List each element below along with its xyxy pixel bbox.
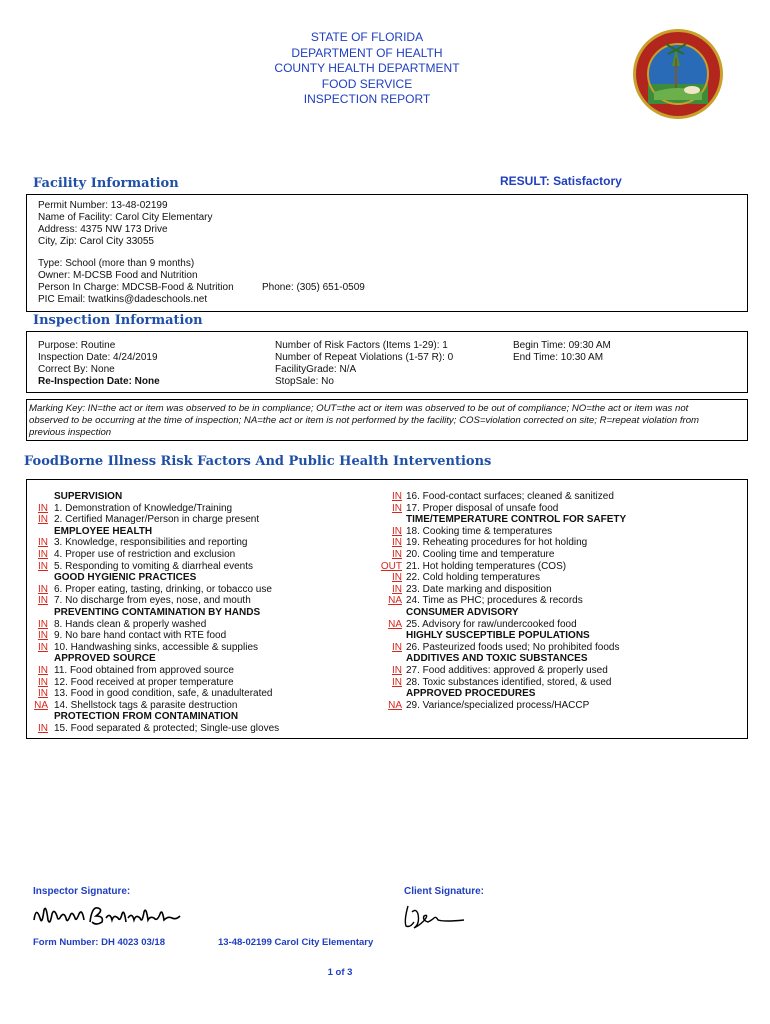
risk-item-status: IN <box>38 722 48 734</box>
risk-item-label: 19. Reheating procedures for hot holding <box>406 537 588 549</box>
risk-item-label: 27. Food additives: approved & properly used <box>406 664 608 676</box>
title-line: FOOD SERVICE <box>321 76 413 91</box>
risk-category-label: PROTECTION FROM CONTAMINATION <box>54 711 239 723</box>
client-signature-label: Client Signature: <box>404 886 485 897</box>
risk-item-row <box>377 526 747 538</box>
risk-item-label: 15. Food separated & protected; Single-use gloves <box>54 722 280 734</box>
risk-item-status: IN <box>392 502 402 514</box>
risk-item-status: IN <box>392 491 402 502</box>
risk-item-status: NA <box>34 699 48 711</box>
marking-key-line: previous inspection <box>29 427 112 438</box>
risk-item-status: IN <box>38 688 48 700</box>
risk-category-label: PREVENTING CONTAMINATION BY HANDS <box>54 606 261 618</box>
risk-item-label: 9. No bare hand contact with RTE food <box>54 630 227 642</box>
risk-item-row <box>377 700 747 712</box>
reinspection-date: Re-Inspection Date: None <box>38 376 160 387</box>
risk-item-status: IN <box>38 514 48 526</box>
risk-category-label: CONSUMER ADVISORY <box>406 606 519 618</box>
risk-factors-heading: FoodBorne Illness Risk Factors And Public Health Interventions <box>24 454 492 469</box>
inspection-heading: Inspection Information <box>33 313 203 328</box>
risk-item-label: 21. Hot holding temperatures (COS) <box>406 560 567 572</box>
risk-category-label: SUPERVISION <box>54 491 123 502</box>
risk-item-label: 18. Cooking time & temperatures <box>406 525 553 537</box>
risk-item-status: IN <box>392 572 402 584</box>
report-title <box>0 30 734 108</box>
risk-item-status: IN <box>392 537 402 549</box>
inspection-purpose: Purpose: Routine <box>38 340 116 351</box>
correct-by: Correct By: None <box>38 364 115 375</box>
marking-key-line: Marking Key: IN=the act or item was observed to be in compliance; OUT=the act or item was observed to be out of compliance; NO=the act or item was not <box>29 403 689 414</box>
risk-factors-box <box>26 479 748 739</box>
risk-item-row <box>377 642 747 654</box>
facility-address: Address: 4375 NW 173 Drive <box>38 224 168 235</box>
risk-item-row <box>27 630 387 642</box>
risk-category-label: TIME/TEMPERATURE CONTROL FOR SAFETY <box>406 514 627 526</box>
risk-category-header <box>27 491 387 503</box>
risk-item-status: IN <box>38 537 48 549</box>
facility-city-zip: City, Zip: Carol City 33055 <box>38 236 154 247</box>
risk-category-label: EMPLOYEE HEALTH <box>54 525 153 537</box>
risk-factors-right-column <box>377 491 747 711</box>
risk-item-status: IN <box>38 502 48 514</box>
marking-key-box <box>26 399 748 441</box>
risk-factor-count: Number of Risk Factors (Items 1-29): 1 <box>275 340 448 351</box>
risk-item-label: 11. Food obtained from approved source <box>54 664 234 676</box>
risk-category-header <box>377 653 747 665</box>
marking-key-line: observed to be occurring at the time of inspection; NA=the act or item is not performed by the facility; COS=violation corrected on site; R=repeat violation from <box>29 415 700 426</box>
risk-item-row <box>27 514 387 526</box>
facility-details <box>38 200 213 248</box>
risk-item-label: 2. Certified Manager/Person in charge present <box>54 514 260 526</box>
form-number: Form Number: DH 4023 03/18 <box>33 937 165 948</box>
risk-item-label: 8. Hands clean & properly washed <box>54 618 207 630</box>
inspection-col-2 <box>275 340 453 388</box>
footer-permit-facility: 13-48-02199 Carol City Elementary <box>218 937 374 948</box>
risk-item-row <box>377 537 747 549</box>
risk-item-status: IN <box>392 641 402 653</box>
risk-item-label: 7. No discharge from eyes, nose, and mouth <box>54 595 251 607</box>
facility-owner: Owner: M-DCSB Food and Nutrition <box>38 270 198 281</box>
title-line: STATE OF FLORIDA <box>310 30 424 44</box>
client-signature-image <box>400 902 470 932</box>
risk-category-label: HIGHLY SUSCEPTIBLE POPULATIONS <box>406 630 590 642</box>
risk-item-status: IN <box>38 548 48 560</box>
risk-item-row <box>27 595 387 607</box>
risk-item-label: 1. Demonstration of Knowledge/Training <box>54 502 233 514</box>
risk-item-status: IN <box>38 560 48 572</box>
facility-phone: Phone: (305) 651-0509 <box>262 282 365 293</box>
risk-item-label: 28. Toxic substances identified, stored, & used <box>406 676 612 688</box>
inspection-col-1 <box>38 340 160 388</box>
permit-number: Permit Number: 13-48-02199 <box>38 200 168 211</box>
risk-factors-left-column <box>27 491 387 734</box>
risk-item-row <box>27 723 387 735</box>
page-number: 1 of 3 <box>327 967 353 978</box>
risk-item-status: IN <box>392 525 402 537</box>
risk-item-row <box>27 619 387 631</box>
risk-category-header <box>27 526 387 538</box>
risk-item-status: NA <box>388 595 402 607</box>
facility-owner-details <box>38 258 234 306</box>
risk-item-label: 25. Advisory for raw/undercooked food <box>406 618 577 630</box>
risk-category-header <box>377 607 747 619</box>
person-in-charge: Person In Charge: MDCSB-Food & Nutrition <box>38 282 234 293</box>
risk-category-label: GOOD HYGIENIC PRACTICES <box>54 572 197 584</box>
risk-item-status: IN <box>392 664 402 676</box>
risk-item-status: IN <box>38 595 48 607</box>
risk-item-status: IN <box>38 630 48 642</box>
risk-category-header <box>27 607 387 619</box>
risk-item-row <box>377 677 747 689</box>
risk-item-label: 22. Cold holding temperatures <box>406 572 540 584</box>
risk-item-label: 5. Responding to vomiting & diarrheal events <box>54 560 254 572</box>
risk-item-label: 23. Date marking and disposition <box>406 583 552 595</box>
risk-item-row <box>27 665 387 677</box>
florida-seal-icon <box>632 28 724 120</box>
risk-category-header <box>377 688 747 700</box>
risk-item-label: 26. Pasteurized foods used; No prohibited foods <box>406 641 620 653</box>
risk-item-label: 24. Time as PHC; procedures & records <box>406 595 583 607</box>
pic-email: PIC Email: twatkins@dadeschools.net <box>38 294 208 305</box>
risk-item-row <box>377 584 747 596</box>
risk-item-label: 3. Knowledge, responsibilities and reporting <box>54 537 248 549</box>
risk-item-row <box>377 503 747 515</box>
risk-item-status: IN <box>392 548 402 560</box>
risk-item-status: IN <box>38 664 48 676</box>
risk-item-status: IN <box>38 641 48 653</box>
risk-item-row <box>27 700 387 712</box>
risk-item-label: 12. Food received at proper temperature <box>54 676 234 688</box>
risk-item-status: NA <box>388 618 402 630</box>
risk-item-label: 17. Proper disposal of unsafe food <box>406 502 559 514</box>
risk-item-label: 6. Proper eating, tasting, drinking, or tobacco use <box>54 583 272 595</box>
risk-item-status: IN <box>38 618 48 630</box>
repeat-violation-count: Number of Repeat Violations (1-57 R): 0 <box>275 352 454 363</box>
risk-item-row <box>377 561 747 573</box>
risk-item-label: 13. Food in good condition, safe, & unadulterated <box>54 688 273 700</box>
facility-name: Name of Facility: Carol City Elementary <box>38 212 213 223</box>
marking-key <box>29 403 699 439</box>
risk-item-row <box>27 677 387 689</box>
risk-category-label: APPROVED SOURCE <box>54 653 156 665</box>
risk-item-row <box>377 491 747 503</box>
title-line: DEPARTMENT OF HEALTH <box>291 45 443 60</box>
risk-item-label: 16. Food-contact surfaces; cleaned & sanitized <box>406 491 614 502</box>
risk-item-row <box>27 503 387 515</box>
title-line: INSPECTION REPORT <box>303 92 431 106</box>
facility-heading: Facility Information <box>33 176 179 191</box>
risk-item-row <box>27 549 387 561</box>
risk-category-header <box>27 711 387 723</box>
facility-grade: FacilityGrade: N/A <box>275 364 357 375</box>
risk-item-label: 29. Variance/specialized process/HACCP <box>406 699 590 711</box>
risk-item-status: OUT <box>380 560 402 572</box>
inspector-signature-image <box>30 898 190 934</box>
risk-item-row <box>377 595 747 607</box>
risk-item-row <box>27 642 387 654</box>
inspection-col-3 <box>513 340 611 364</box>
inspection-box <box>26 331 748 393</box>
risk-item-row <box>27 688 387 700</box>
risk-category-header <box>377 514 747 526</box>
risk-category-label: APPROVED PROCEDURES <box>406 688 536 700</box>
risk-item-status: IN <box>392 676 402 688</box>
end-time: End Time: 10:30 AM <box>513 352 604 363</box>
title-line: COUNTY HEALTH DEPARTMENT <box>274 61 460 75</box>
risk-item-status: IN <box>38 676 48 688</box>
stop-sale: StopSale: No <box>275 376 334 387</box>
risk-item-row <box>377 619 747 631</box>
risk-item-status: NA <box>388 699 402 711</box>
inspector-signature-label: Inspector Signature: <box>33 886 131 897</box>
risk-item-row <box>377 549 747 561</box>
risk-category-label: ADDITIVES AND TOXIC SUBSTANCES <box>406 653 588 665</box>
begin-time: Begin Time: 09:30 AM <box>513 340 611 351</box>
risk-category-header <box>27 653 387 665</box>
risk-item-row <box>27 561 387 573</box>
risk-item-label: 10. Handwashing sinks, accessible & supplies <box>54 641 258 653</box>
risk-item-label: 20. Cooling time and temperature <box>406 548 555 560</box>
risk-category-header <box>377 630 747 642</box>
inspection-date: Inspection Date: 4/24/2019 <box>38 352 158 363</box>
risk-item-row <box>377 572 747 584</box>
risk-item-row <box>27 537 387 549</box>
risk-item-status: IN <box>392 583 402 595</box>
risk-item-label: 14. Shellstock tags & parasite destruction <box>54 699 238 711</box>
facility-type: Type: School (more than 9 months) <box>38 258 195 269</box>
risk-item-label: 4. Proper use of restriction and exclusion <box>54 548 236 560</box>
risk-category-header <box>27 572 387 584</box>
result-status: RESULT: Satisfactory <box>500 174 622 188</box>
risk-item-status: IN <box>38 583 48 595</box>
facility-box <box>26 194 748 312</box>
risk-item-row <box>377 665 747 677</box>
risk-item-row <box>27 584 387 596</box>
